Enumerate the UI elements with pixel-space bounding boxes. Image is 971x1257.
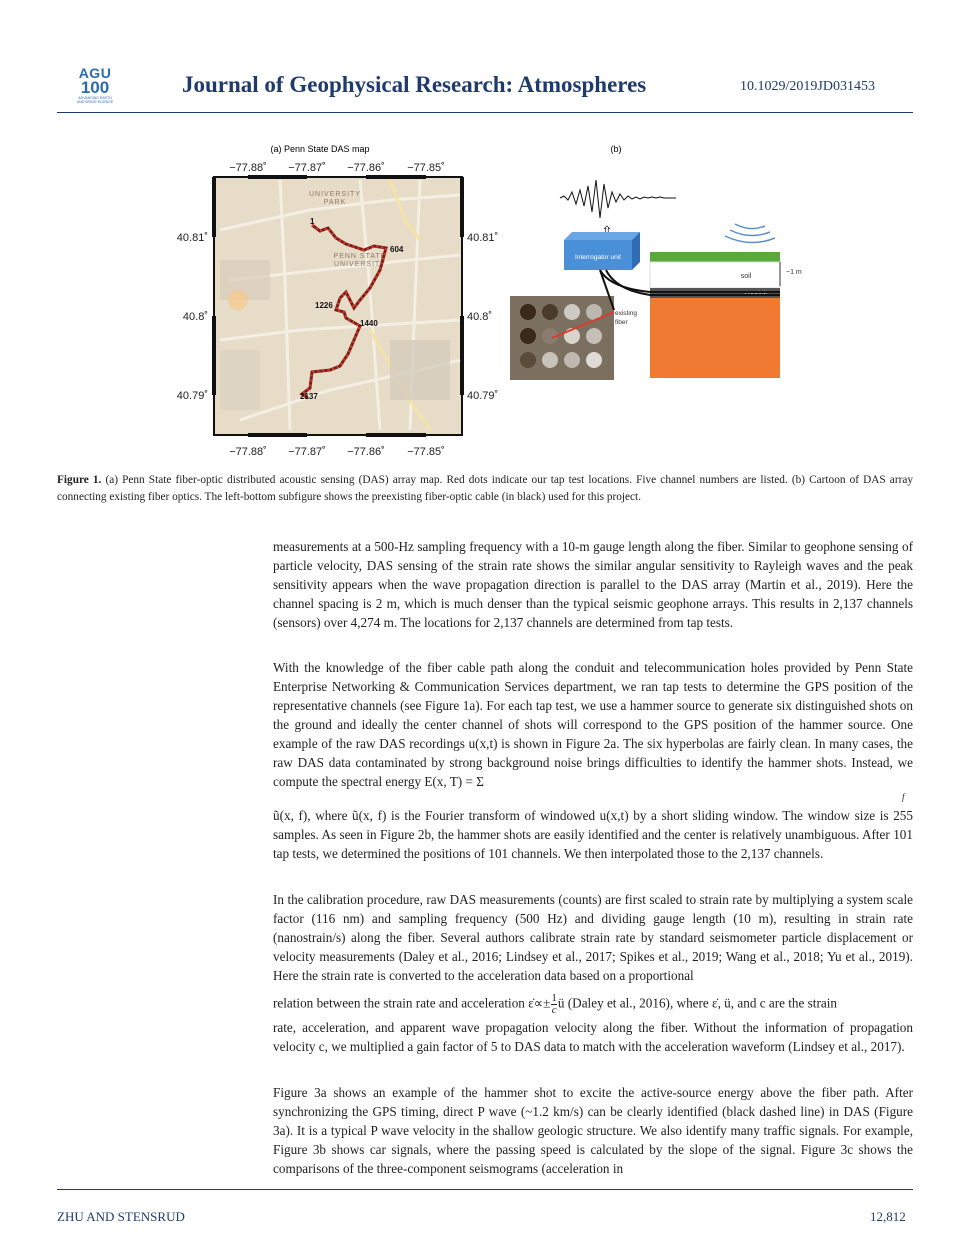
map-label-university-park-1: UNIVERSITY: [308, 191, 362, 198]
map-label-penn-state-1: PENN STATE: [333, 253, 387, 260]
figure-caption: [57, 472, 913, 506]
channel-label-604: 604: [390, 245, 404, 254]
orange-ground: [650, 298, 780, 378]
paragraph-2-sum-subscript: f: [902, 792, 905, 802]
conduit-label: conduit: [744, 291, 768, 298]
header-rule: [57, 112, 913, 113]
depth-label: ~1 m: [786, 269, 802, 276]
map-label-penn-state-2: UNIVERSITY: [333, 261, 387, 268]
lon-tick-bottom-1: −77.88˚: [229, 446, 267, 458]
doi: 10.1029/2019JD031453: [740, 79, 875, 94]
logo-bottom-text: 100: [80, 78, 110, 97]
equation-pre: relation between the strain rate and acceleration ε̇∝±: [273, 995, 551, 1011]
lon-tick-bottom-2: −77.87˚: [288, 446, 326, 458]
lat-tick-right-2: 40.8˚: [467, 311, 493, 323]
footer-rule: [57, 1189, 913, 1190]
equation-denominator: c: [551, 1004, 557, 1016]
footer-authors: ZHU AND STENSRUD: [57, 1209, 185, 1224]
panel-a-title: (a) Penn State DAS map: [270, 144, 370, 154]
lat-tick-right-3: 40.79˚: [467, 390, 499, 402]
lat-tick-left-1: 40.81˚: [176, 232, 208, 244]
lat-tick-left-2: 40.8˚: [182, 311, 208, 323]
logo-tagline: ADVANCING EARTH AND SPACE SCIENCE: [76, 96, 114, 104]
lon-tick-bottom-4: −77.85˚: [407, 446, 445, 458]
seismogram-trace: [560, 180, 676, 218]
existing-fiber-label-1: existing: [615, 310, 638, 317]
equation-post: ü (Daley et al., 2016), where ε̇, ü, and c are the strain: [557, 995, 837, 1011]
interrogator-label: Interrogator unit: [575, 254, 621, 261]
channel-label-1440: 1440: [360, 319, 378, 328]
lon-tick-top-2: −77.87˚: [288, 162, 326, 174]
existing-fiber-label-2: fiber: [615, 319, 628, 326]
figure-1: [160, 140, 860, 462]
equation-numerator: 1: [551, 992, 557, 1004]
paragraph-2b: ũ(x, f), where ũ(x, f) is the Fourier transform of windowed u(x,t) by a short sliding window. The window size is 255 samples. As seen in Figure 2b, the hammer shots are easily identified and the center is relatively unambiguous. After 101 tap tests, we determined the positions of 101 channels. We then interpolated those to the 2,137 channels.: [273, 808, 913, 861]
channel-label-1: 1: [310, 217, 315, 226]
wireless-waves-icon: [725, 224, 775, 243]
panel-b-title: (b): [610, 144, 622, 154]
agu-logo: [75, 66, 115, 110]
channel-label-1226: 1226: [315, 301, 333, 310]
lon-tick-top-4: −77.85˚: [407, 162, 445, 174]
lat-tick-left-3: 40.79˚: [176, 390, 208, 402]
map-label-university-park-2: PARK: [323, 199, 347, 206]
caption-label: Figure 1.: [57, 474, 102, 486]
equation-line: [273, 993, 837, 1016]
soil-layer: [650, 262, 780, 288]
lon-tick-top-1: −77.88˚: [229, 162, 267, 174]
caption-text: (a) Penn State fiber-optic distributed acoustic sensing (DAS) array map. Red dots indicate our tap test locations. Five channel numbers are listed. (b) Cartoon of DAS array connecting existing fiber optics. The left-bottom subfigure shows the preexisting fiber-optic cable (in black) used for this project.: [57, 474, 914, 503]
paragraph-3b: rate, acceleration, and apparent wave propagation velocity along the fiber. Without the information of propagation velocity c, we multiplied a gain factor of 5 to DAS data to match with the acceleration waveform (Lindsey et al., 2017).: [273, 1020, 913, 1054]
lat-tick-right-1: 40.81˚: [467, 232, 499, 244]
paragraph-1: measurements at a 500-Hz sampling frequency with a 10-m gauge length along the fiber. Similar to geophone sensing of particle velocity, DAS sensing of the strain rate shows the similar angular sensitivity to Rayleigh waves and the peak sensitivity appears when the wave propagation direction is parallel to the DAS array (Martin et al., 2019). Here the channel spacing is 2 m, which is much denser than the typical seismic geophone arrays. This results in 2,137 channels (sensors) over 4,274 m. The locations for 2,137 channels are determined from tap tests.: [273, 539, 913, 630]
grass: [650, 252, 780, 262]
channel-label-2137: 2137: [300, 392, 318, 401]
paragraph-2a: With the knowledge of the fiber cable path along the conduit and telecommunication holes provided by Penn State Enterprise Networking & Communication Services department, we ran tap tests to determine the GPS position of the representative channels (see Figure 1a). For each tap test, we use a hammer source to generate six distinguished shots on the ground and ideally the center channel of shots will correspond to the GPS position of the hammer source. One example of the raw DAS recordings u(x,t) is shown in Figure 2a. The six hyperbolas are fairly clean. In many cases, the raw DAS data contaminated by strong background noise brings difficulties to identify the hammer shots. Instead, we compute the spectral energy E(x, T) = Σ: [273, 660, 913, 789]
footer-page-number: 12,812: [870, 1209, 906, 1224]
paragraph-4: Figure 3a shows an example of the hammer shot to excite the active-source energy above the fiber path. After synchronizing the GPS timing, direct P wave (~1.2 km/s) can be clearly identified (black dashed line) in DAS (Figure 3a). It is a typical P wave velocity in the shallow geologic structure. We also identify many traffic signals. For example, Figure 3b shows car signals, where the passing speed is calculated by the slope of the signal. Figure 3c shows the comparisons of the three-component seismograms (acceleration in: [273, 1085, 913, 1176]
soil-label: soil: [740, 273, 752, 280]
lon-tick-bottom-3: −77.86˚: [347, 446, 385, 458]
logo-top-text: AGU: [78, 65, 112, 81]
lon-tick-top-3: −77.86˚: [347, 162, 385, 174]
paragraph-3a: In the calibration procedure, raw DAS measurements (counts) are first scaled to strain rate by multiplying a system scale factor (116 nm) and sampling frequency (500 Hz) and dividing gauge length (10 m), resulting in strain rate (nanostrain/s) along the fiber. Several authors calibrate strain rate by standard seismometer particle displacement or velocity measurements (Daley et al., 2016; Lindsey et al., 2017; Spikes et al., 2019; Wang et al., 2018; Yu et al., 2019). Here the strain rate is converted to the acceleration data based on a proportional: [273, 892, 913, 983]
journal-title: Journal of Geophysical Research: Atmospheres: [182, 72, 647, 97]
